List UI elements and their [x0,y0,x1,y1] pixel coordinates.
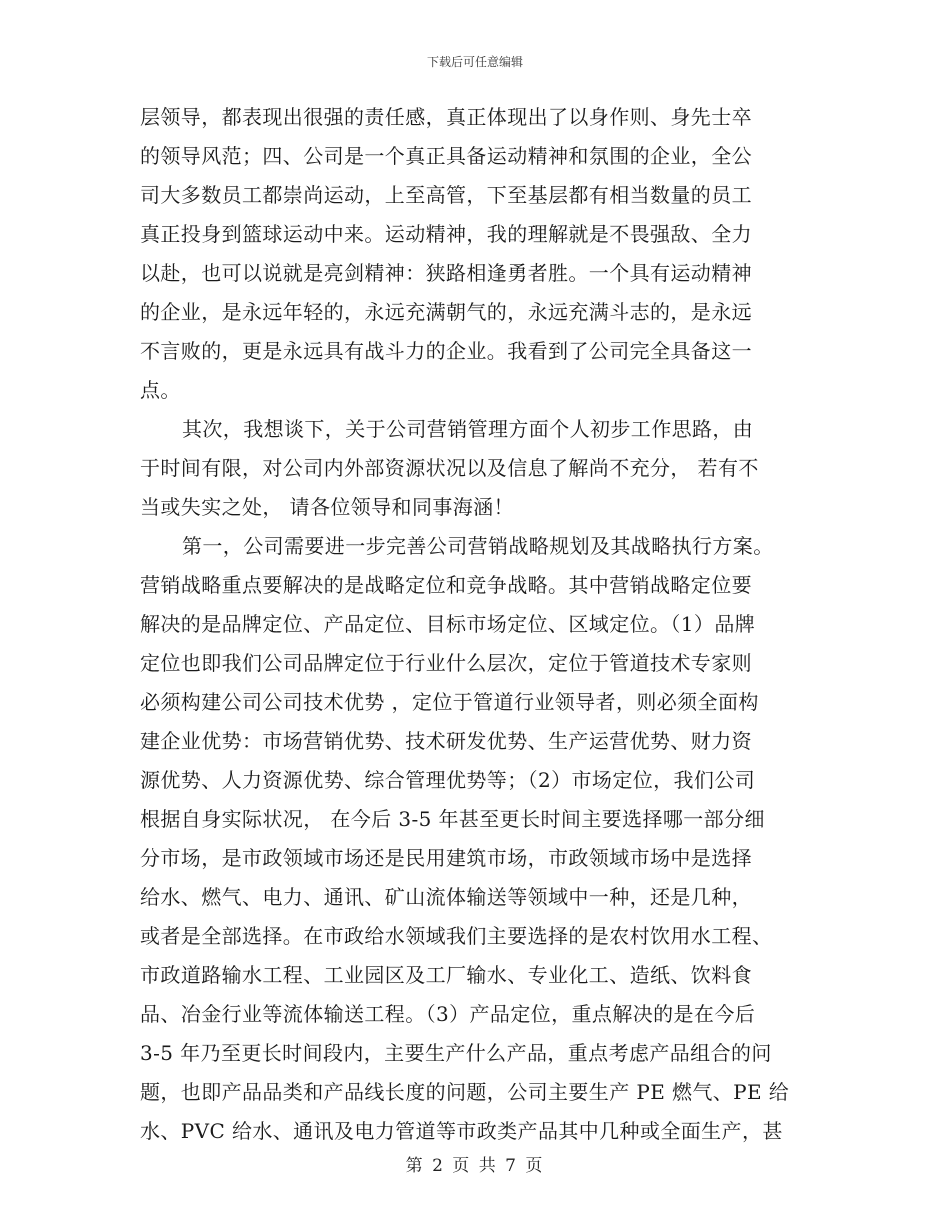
text-line: 不言败的，更是永远具有战斗力的企业。我看到了公司完全具备这一 [140,339,752,363]
text-line: 于时间有限，对公司内外部资源状况以及信息了解尚不充分， 若有不 [140,456,759,480]
text-line: 3-5 年乃至更长时间段内，主要生产什么产品，重点考虑产品组合的问 [140,1041,772,1065]
text-line: 题，也即产品品类和产品线长度的问题，公司主要生产 PE 燃气、PE 给 [140,1080,790,1104]
text-line: 层领导，都表现出很强的责任感，真正体现出了以身作则、身先士卒 [140,105,752,129]
text-line: 真正投身到篮球运动中来。运动精神，我的理解就是不畏强敌、全力 [140,222,752,246]
text-line: 水、PVC 给水、通讯及电力管道等市政类产品其中几种或全面生产，甚 [140,1119,783,1143]
text-line: 以赴，也可以说就是亮剑精神：狭路相逢勇者胜。一个具有运动精神 [140,261,752,285]
text-line: 的企业，是永远年轻的，永远充满朝气的，永远充满斗志的，是永远 [140,300,752,324]
text-line: 第一，公司需要进一步完善公司营销战略规划及其战略执行方案。 [182,534,774,558]
text-line: 解决的是品牌定位、产品定位、目标市场定位、区域定位。（1）品牌 [140,612,756,636]
text-line: 品、冶金行业等流体输送工程。（3）产品定位，重点解决的是在今后 [140,1002,756,1026]
page-footer: 第 2 页 共 7 页 [405,1156,545,1176]
text-line: 定位也即我们公司品牌定位于行业什么层次，定位于管道技术专家则 [140,651,752,675]
text-line: 必须构建公司公司技术优势 ，定位于管道行业领导者，则必须全面构 [140,690,759,714]
document-body [140,98,808,1151]
text-line: 根据自身实际状况， 在今后 3-5 年甚至更长时间主要选择哪一部分细 [140,807,765,831]
text-line: 当或失实之处， 请各位领导和同事海涵！ [140,495,514,519]
text-line: 市政道路输水工程、工业园区及工厂输水、专业化工、造纸、饮料食 [140,963,752,987]
text-line: 的领导风范；四、公司是一个真正具备运动精神和氛围的企业，全公 [140,144,752,168]
text-line: 司大多数员工都崇尚运动，上至高管，下至基层都有相当数量的员工 [140,183,752,207]
text-line: 点。 [140,378,181,402]
text-line: 源优势、人力资源优势、综合管理优势等；（2）市场定位，我们公司 [140,768,756,792]
page-header: 下载后可任意编辑 [426,55,523,69]
text-line: 其次，我想谈下，关于公司营销管理方面个人初步工作思路，由 [182,417,754,441]
text-line: 营销战略重点要解决的是战略定位和竞争战略。其中营销战略定位要 [140,573,752,597]
text-line: 建企业优势：市场营销优势、技术研发优势、生产运营优势、财力资 [140,729,752,753]
text-line: 或者是全部选择。在市政给水领域我们主要选择的是农村饮用水工程、 [140,924,773,948]
text-line: 分市场，是市政领域市场还是民用建筑市场，市政领域市场中是选择 [140,846,752,870]
text-line: 给水、燃气、电力、通讯、矿山流体输送等领域中一种，还是几种， [140,885,752,909]
